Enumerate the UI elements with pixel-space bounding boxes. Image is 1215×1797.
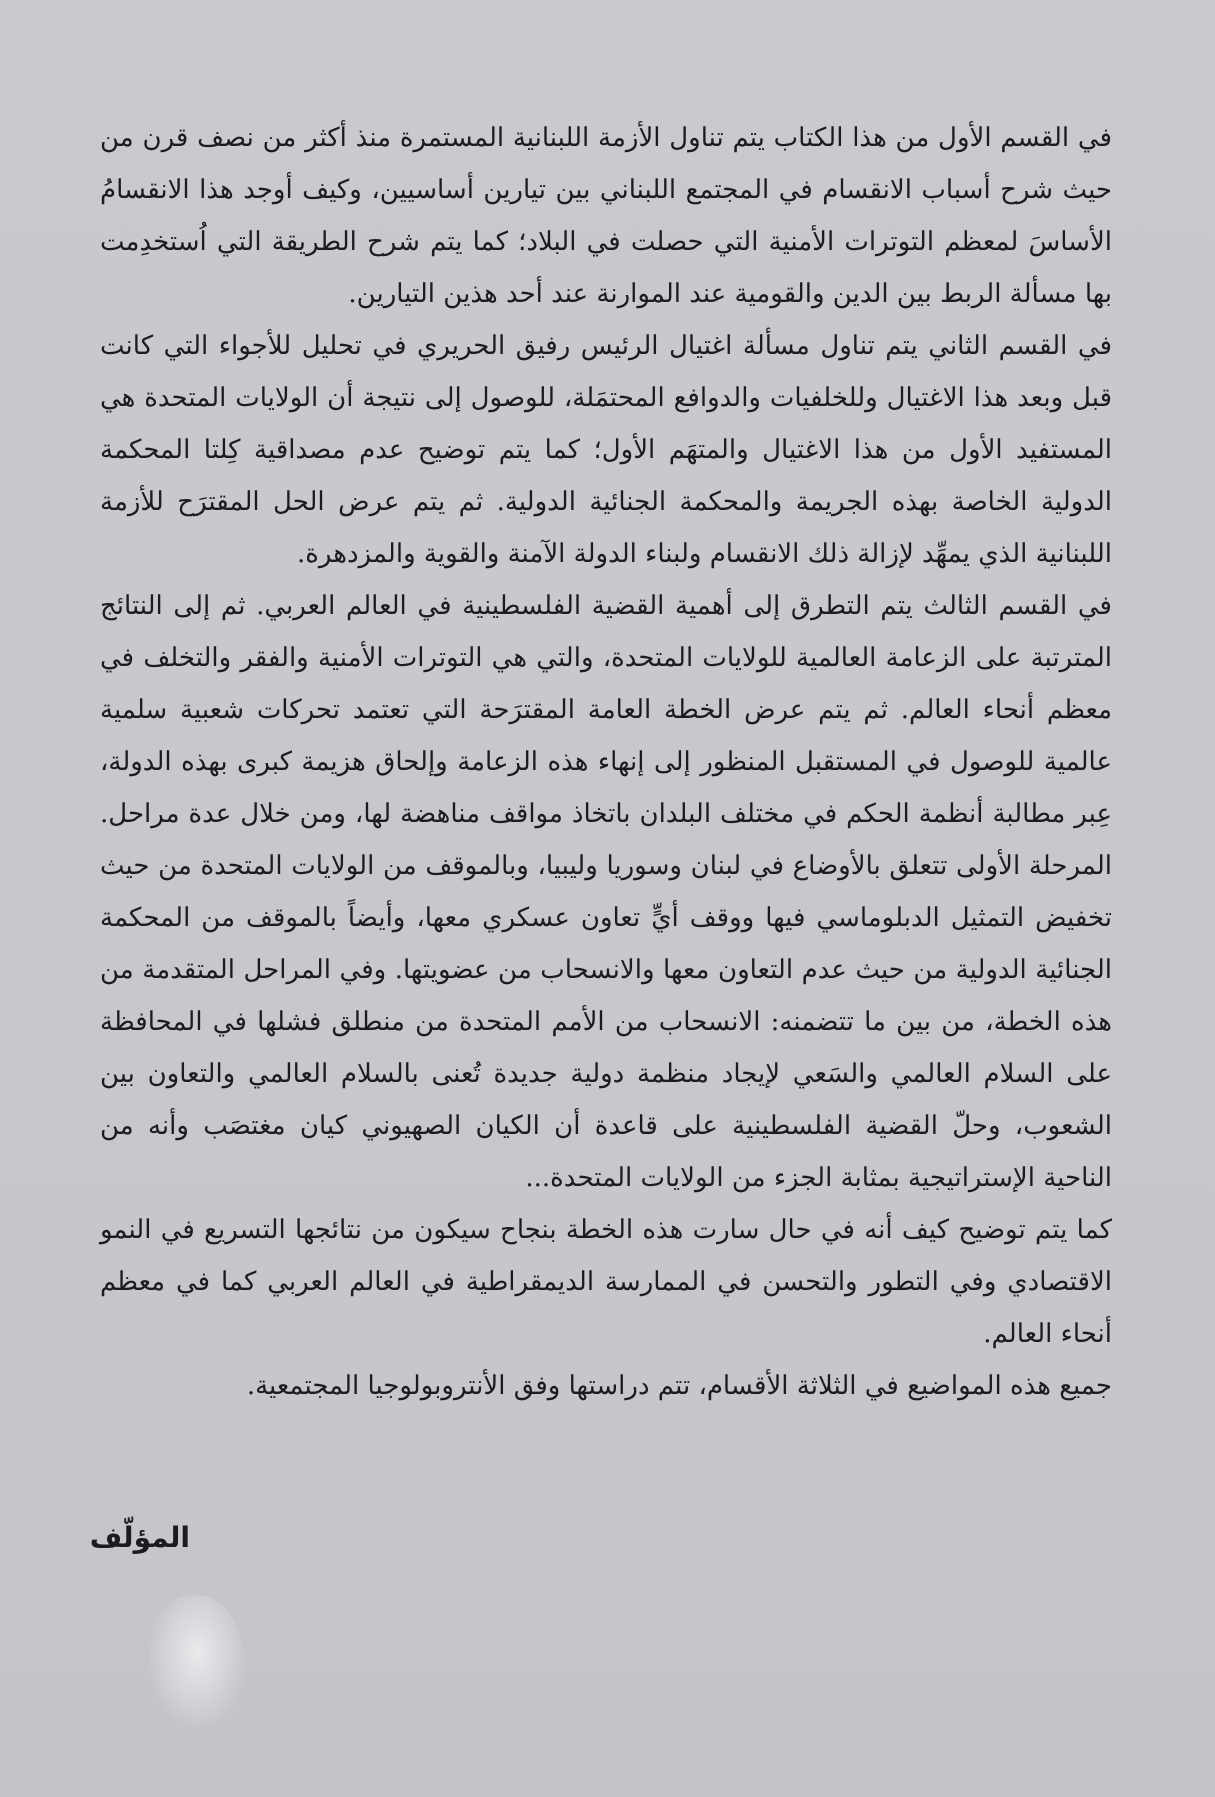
paper-stain xyxy=(150,1595,245,1725)
paragraph-methodology: جميع هذه المواضيع في الثلاثة الأقسام، تتم دراستها وفق الأنتروبولوجيا المجتمعية. xyxy=(246,1371,1112,1401)
paragraph-part-one: في القسم الأول من هذا الكتاب يتم تناول الأزمة اللبنانية المستمرة منذ أكثر من نصف قرن من حيث شرح أسباب الانقسام في المجتمع اللبناني بين تيارين أساسيين، وكيف أوجد هذا الانقسامُ الأساسَ لمعظم التوترات الأمنية التي حصلت في البلاد؛ كما يتم شرح الطريقة التي اُستخدِمت بها مسألة الربط بين الدين والقومية عند الموارنة عند أحد هذين التيارين. xyxy=(100,123,1112,309)
author-signature: المؤلّف xyxy=(89,1521,190,1554)
body-text xyxy=(100,112,1112,1412)
paragraph-part-three: في القسم الثالث يتم التطرق إلى أهمية القضية الفلسطينية في العالم العربي. ثم إلى النتائج المترتبة على الزعامة العالمية للولايات المتحدة، والتي هي التوترات الأمنية والفقر والتخلف في معظم أنحاء العالم. ثم يتم عرض الخطة العامة المقترَحة التي تعتمد تحركات شعبية سلمية عالمية للوصول في المستقبل المنظور إلى إنهاء هذه الزعامة وإلحاق هزيمة كبرى بهذه الدولة، عِبر مطالبة أنظمة الحكم في مختلف البلدان باتخاذ مواقف مناهضة لها، ومن خلال عدة مراحل. المرحلة الأولى تتعلق بالأوضاع في لبنان وسوريا وليبيا، وبالموقف من الولايات المتحدة من حيث تخفيض التمثيل الدبلوماسي فيها ووقف أيٍّ تعاون عسكري معها، وأيضاً بالموقف من المحكمة الجنائية الدولية من حيث عدم التعاون معها والانسحاب من عضويتها. وفي المراحل المتقدمة من هذه الخطة، من بين ما تتضمنه: الانسحاب من الأمم المتحدة من منطلق فشلها في المحافظة على السلام العالمي والسَعي لإيجاد منظمة دولية جديدة تُعنى بالسلام العالمي والتعاون بين الشعوب، وحلّ القضية الفلسطينية على قاعدة أن الكيان الصهيوني كيان مغتصَب وأنه من الناحية الإستراتيجية بمثابة الجزء من الولايات المتحدة... xyxy=(100,591,1112,1193)
paragraph-part-two: في القسم الثاني يتم تناول مسألة اغتيال الرئيس رفيق الحريري في تحليل للأجواء التي كانت قبل وبعد هذا الاغتيال وللخلفيات والدوافع المحتمَلة، للوصول إلى نتيجة أن الولايات المتحدة هي المستفيد الأول من هذا الاغتيال والمتهَم الأول؛ كما يتم توضيح عدم مصداقية كِلتا المحكمة الدولية الخاصة بهذه الجريمة والمحكمة الجنائية الدولية. ثم يتم عرض الحل المقترَح للأزمة اللبنانية الذي يمهِّد لإزالة ذلك الانقسام ولبناء الدولة الآمنة والقوية والمزدهرة. xyxy=(100,331,1112,569)
paragraph-outcomes: كما يتم توضيح كيف أنه في حال سارت هذه الخطة بنجاح سيكون من نتائجها التسريع في النمو الاقتصادي وفي التطور والتحسن في الممارسة الديمقراطية في العالم العربي كما في معظم أنحاء العالم. xyxy=(100,1215,1112,1349)
